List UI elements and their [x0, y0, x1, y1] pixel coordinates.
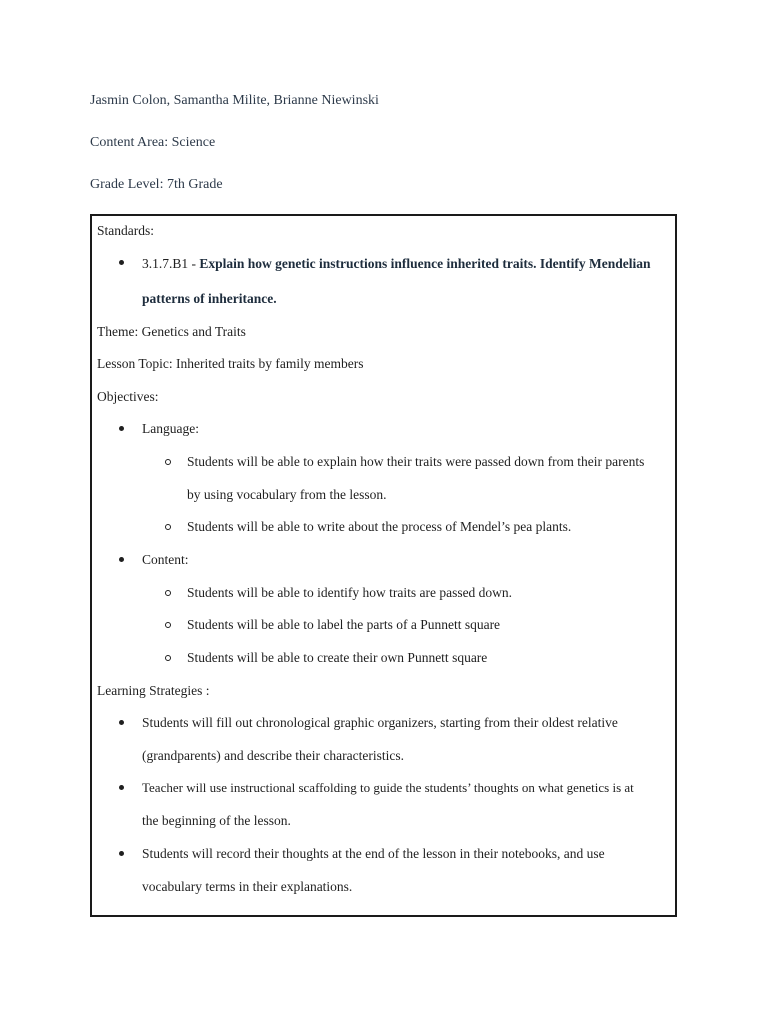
strategy-1-line1: Students will fill out chronological graphic organizers, starting from their oldest relative	[142, 715, 618, 730]
standard-text-line1: Explain how genetic instructions influence inherited traits. Identify Mendelian	[199, 256, 651, 271]
language-item-1-line1: Students will be able to explain how their traits were passed down from their parents	[187, 454, 645, 469]
strategy-1-bullet-icon	[119, 720, 124, 725]
strategy-3-bullet-icon	[119, 851, 124, 856]
standards-label: Standards:	[97, 223, 154, 238]
strategy-2-line2: the beginning of the lesson.	[142, 813, 291, 828]
standards-bullet-icon	[119, 260, 124, 265]
content-item-1: Students will be able to identify how traits are passed down.	[187, 585, 513, 600]
content-label: Content:	[142, 552, 189, 567]
language-item-1-line2: by using vocabulary from the lesson.	[187, 487, 387, 502]
content-item-2: Students will be able to label the parts of a Punnett square	[187, 617, 501, 632]
learning-strategies-label: Learning Strategies :	[97, 683, 210, 698]
strategy-2-bullet-icon	[119, 785, 124, 790]
language-item-2-bullet-icon	[165, 524, 171, 530]
content-item-3: Students will be able to create their own Punnett square	[187, 650, 488, 665]
strategy-2-line1: Teacher will use instructional scaffolding to guide the students’ thoughts on what genetics is at	[142, 780, 634, 795]
language-item-1-bullet-icon	[165, 459, 171, 465]
language-bullet-icon	[119, 426, 124, 431]
grade-level-line: Grade Level: 7th Grade	[90, 177, 223, 192]
strategy-3-line1: Students will record their thoughts at the end of the lesson in their notebooks, and use	[142, 846, 605, 861]
language-label: Language:	[142, 421, 199, 436]
content-bullet-icon	[119, 557, 124, 562]
lesson-topic-line: Lesson Topic: Inherited traits by family members	[97, 356, 364, 371]
theme-line: Theme: Genetics and Traits	[97, 324, 246, 339]
content-item-2-bullet-icon	[165, 622, 171, 628]
standard-code: 3.1.7.B1 -	[142, 256, 200, 271]
standard-text-line2: patterns of inheritance.	[142, 291, 277, 306]
objectives-label: Objectives:	[97, 389, 159, 404]
strategy-3-line2: vocabulary terms in their explanations.	[142, 879, 353, 894]
content-item-1-bullet-icon	[165, 590, 171, 596]
strategy-1-line2: (grandparents) and describe their characteristics.	[142, 748, 404, 763]
content-item-3-bullet-icon	[165, 655, 171, 661]
content-area-line: Content Area: Science	[90, 135, 216, 150]
standard-item	[142, 256, 651, 272]
authors-line: Jasmin Colon, Samantha Milite, Brianne Niewinski	[90, 93, 379, 108]
language-item-2-line1: Students will be able to write about the process of Mendel’s pea plants.	[187, 519, 572, 534]
